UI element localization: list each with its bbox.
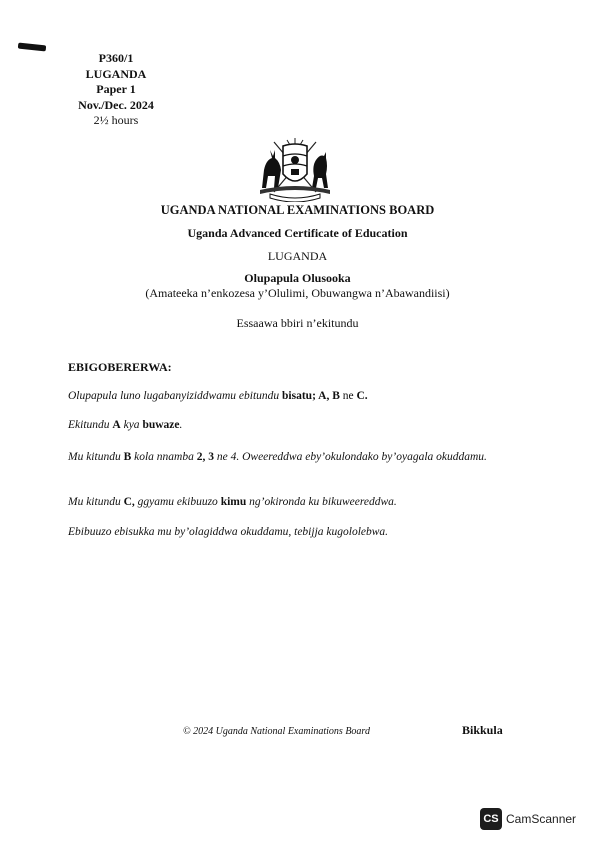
instruction-emphasis: C. [356,390,368,402]
instruction-text: Ekitundu [68,419,113,431]
instruction-emphasis: kimu [220,496,247,508]
paper-subject: LUGANDA [85,66,147,81]
paper-description: (Amateeka n’enkozesa y’Olulimi, Obuwangwa n’Abawandiisi) [145,286,450,300]
instruction-text: Mu kitundu [68,496,124,508]
instruction-5 [68,525,518,540]
paper-name: Olupapula Olusooka [244,271,351,285]
copyright-notice: © 2024 Uganda National Examinations Board [183,726,370,737]
instruction-text: ne 4. Oweereddwa eby’okulondako by’oyagala okuddamu. [213,451,487,463]
instruction-emphasis: buwaze [142,419,180,431]
instruction-text: ggyamu ekibuuzo [134,496,221,508]
camscanner-watermark [480,808,576,830]
instruction-3 [68,450,518,465]
instruction-text: ne [339,390,357,402]
instruction-1 [68,389,518,404]
paper-code-block [68,51,164,129]
camscanner-logo-icon: CS [480,808,502,830]
instruction-text: Ebibuuzo ebisukka mu by’olagiddwa okuddamu, tebijja kugololebwa. [68,526,389,538]
instruction-emphasis: C, [123,496,135,508]
instruction-emphasis: bisatu; A, B [282,390,340,402]
paper-time: 2½ hours [93,113,139,127]
paper-session: Nov./Dec. 2024 [78,97,154,112]
instruction-text: Mu kitundu [68,451,124,463]
exam-board-name: UGANDA NATIONAL EXAMINATIONS BOARD [160,203,435,217]
instructions-heading: EBIGOBERERWA: [68,360,172,374]
camscanner-label: CamScanner [506,812,577,826]
instruction-emphasis: B [123,451,132,463]
instruction-4 [68,495,518,510]
instruction-2 [68,418,518,433]
instruction-text: . [179,419,183,431]
certificate-name: Uganda Advanced Certificate of Education [187,226,408,240]
instruction-text: kola nnamba [131,451,197,463]
subject-title: LUGANDA [267,249,328,263]
instruction-emphasis: 2, 3 [196,451,214,463]
duration-text: Essaawa bbiri n’ekitundu [236,316,359,330]
instruction-emphasis: A [112,419,121,431]
instruction-text: kya [120,419,143,431]
instruction-text: ng’okironda ku bikuweereddwa. [246,496,397,508]
paper-code: P360/1 [98,51,134,65]
uganda-coat-of-arms-icon [254,136,336,202]
paper-number: Paper 1 [96,82,136,96]
scan-mark [18,43,46,52]
instruction-text: Olupapula luno lugabanyiziddwamu ebitundu [68,390,283,402]
turn-over-note: Bikkula [462,723,503,737]
